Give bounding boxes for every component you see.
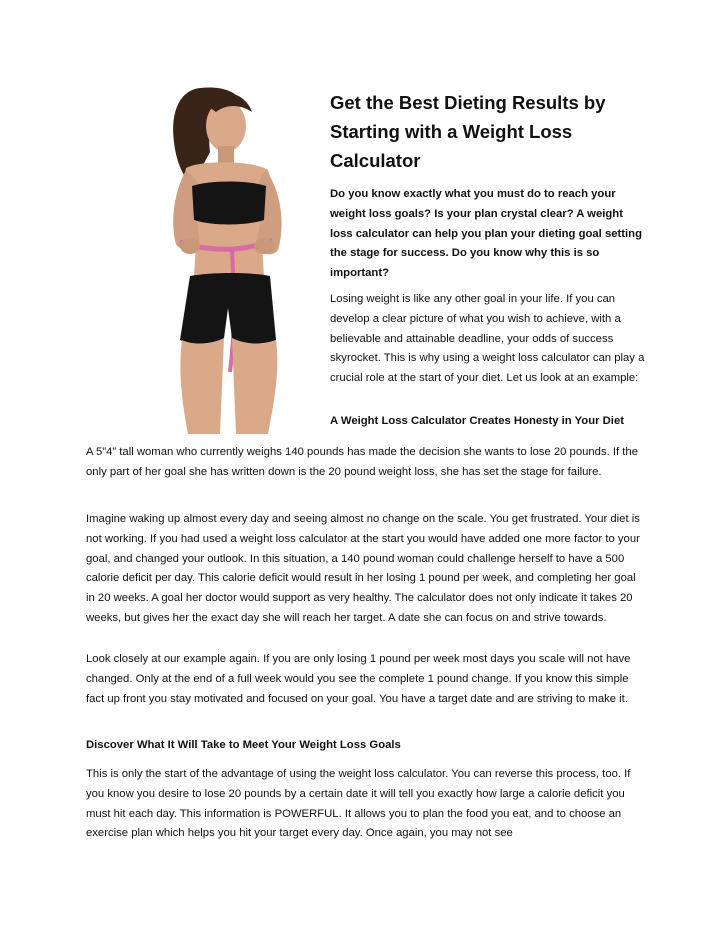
- section-heading-1: A Weight Loss Calculator Creates Honesty in Your Diet: [330, 415, 624, 427]
- paragraph-1: Losing weight is like any other goal in your life. If you can develop a clear picture of what you wish to achieve, with a believable and attainable deadline, your odds of success skyrocket. This is why using a weight loss calculator can play a crucial role at the start of your diet. Let us look at an example:: [330, 293, 645, 385]
- section-heading-2: Discover What It Will Take to Meet Your Weight Loss Goals: [86, 739, 401, 751]
- intro-paragraph: Do you know exactly what you must do to reach your weight loss goals? Is your plan crystal clear? A weight loss calculator can help you plan your dieting goal setting the stage for success. Do you know why this is so important?: [330, 188, 642, 280]
- paragraph-3: Imagine waking up almost every day and seeing almost no change on the scale. You get frustrated. Your diet is not working. If you had used a weight loss calculator at the start you would have added one more factor to your goal, and changed your outlook. In this situation, a 140 pound woman could challenge herself to have a 500 calorie deficit per day. This calorie deficit would result in her losing 1 pound per week, and completing her goal in 20 weeks. A goal her doctor would support as very healthy. The calculator does not only indicate it takes 20 weeks, but gives her the exact day she will reach her target. A date she can focus on and strive towards.: [86, 513, 640, 624]
- woman-measuring-waist-photo: [140, 82, 308, 434]
- paragraph-4: Look closely at our example again. If you are only losing 1 pound per week most days you scale will not have changed. Only at the end of a full week would you see the complete 1 pound change. If you know this simple fact up front you stay motivated and focused on your goal. You have a target date and are striving to make it.: [86, 653, 631, 705]
- paragraph-2: A 5”4” tall woman who currently weighs 140 pounds has made the decision she wants to lose 20 pounds. If the only part of her goal she has written down is the 20 pound weight loss, she has set the stage for failure.: [86, 446, 638, 478]
- article-title: Get the Best Dieting Results by Starting with a Weight Loss Calculator: [330, 92, 606, 171]
- paragraph-5: This is only the start of the advantage of using the weight loss calculator. You can reverse this process, too. If you know you desire to lose 20 pounds by a certain date it will tell you exactly how large a calorie deficit you must hit each day. This information is POWERFUL. It allows you to plan the food you eat, and to choose an exercise plan which helps you hit your target every day. Once again, you may not see: [86, 768, 631, 840]
